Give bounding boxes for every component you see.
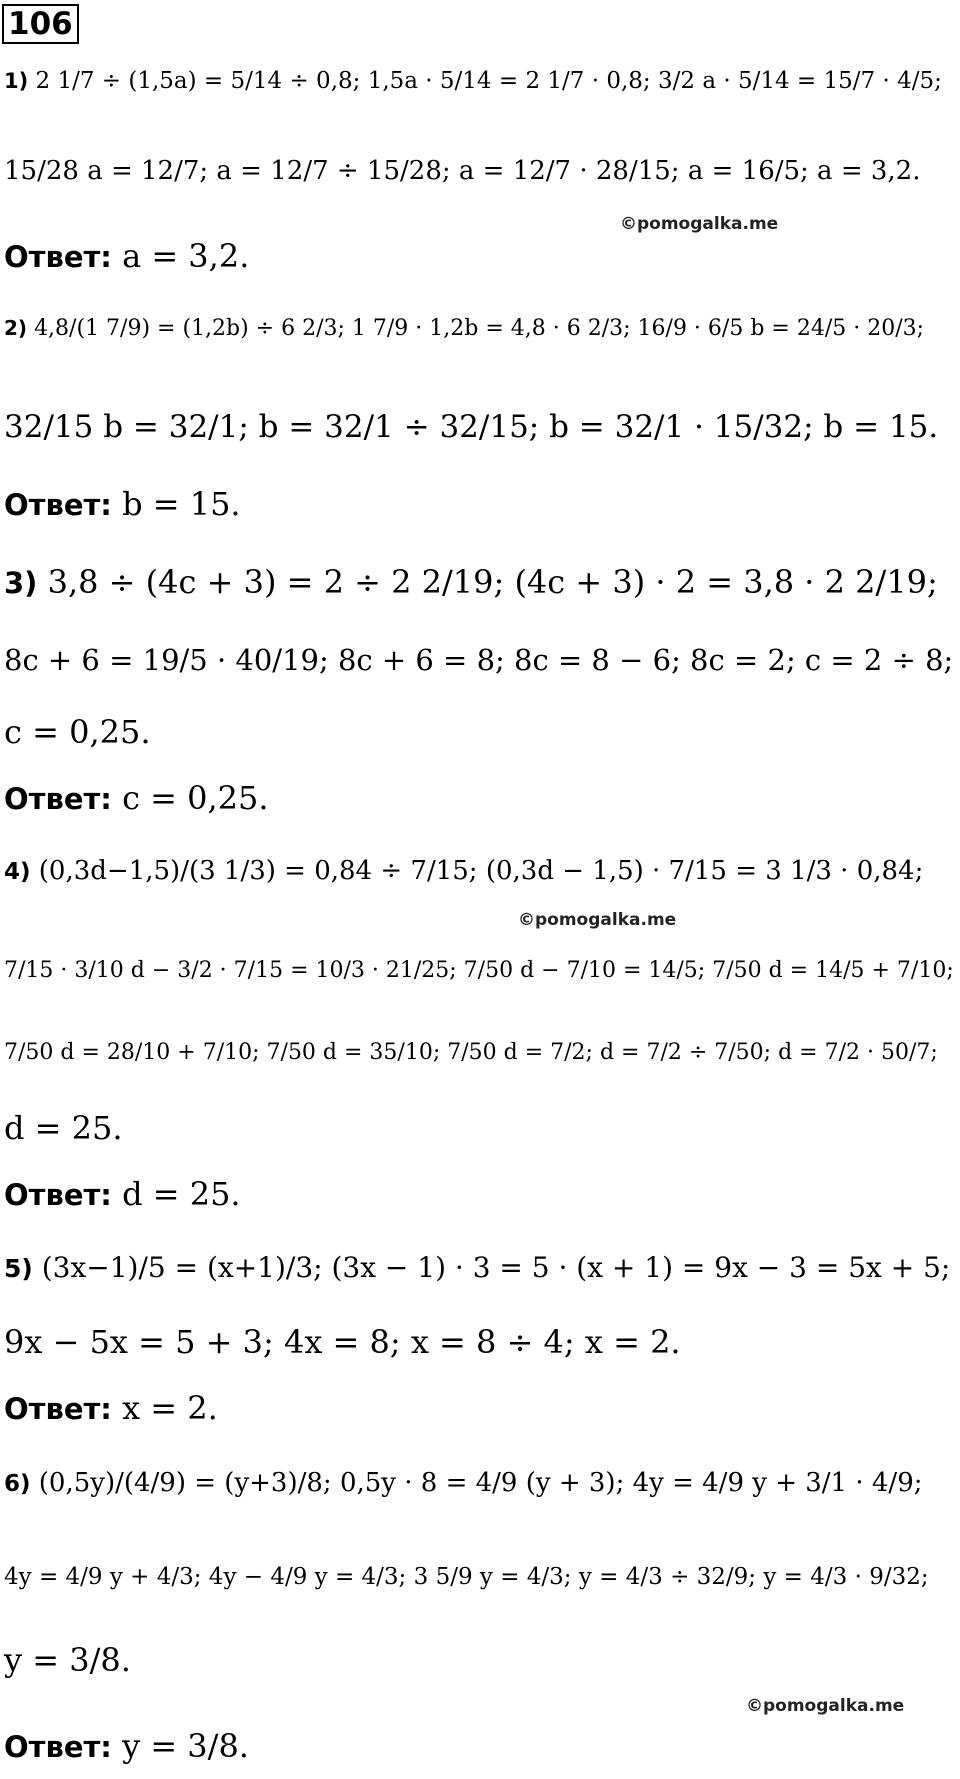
problem-3-number: 3): [4, 566, 38, 600]
problem-6-line-1: [4, 1470, 923, 1496]
problem-3-step: c = 0,25.: [4, 713, 151, 751]
answer-label: Ответ:: [4, 1178, 112, 1212]
problem-5-step: 9x − 5x = 5 + 3; 4x = 8; x = 8 ÷ 4; x = 2.: [4, 1323, 681, 1361]
problem-3-answer: [4, 779, 269, 817]
problem-2-step: 4,8/(1 7/9) = (1,2b) ÷ 6 2/3; 1 7/9 · 1,2b = 4,8 · 6 2/3; 16/9 · 6/5 b = 24/5 · 20/3;: [34, 316, 925, 341]
answer-label: Ответ:: [4, 782, 112, 816]
answer-value: c = 0,25.: [122, 779, 269, 817]
problem-6-line-3: [4, 1641, 131, 1679]
problem-3-line-2: [4, 643, 954, 677]
problem-3-line-1: [4, 563, 938, 601]
problem-2-line-1: [4, 318, 924, 340]
exercise-number: 106: [2, 4, 79, 44]
answer-value: x = 2.: [122, 1389, 218, 1427]
problem-3-step: 8c + 6 = 19/5 · 40/19; 8c + 6 = 8; 8c = 8 − 6; 8c = 2; c = 2 ÷ 8;: [4, 643, 954, 677]
answer-label: Ответ:: [4, 240, 112, 274]
problem-4-line-3: [4, 1042, 938, 1064]
problem-2-line-2: [4, 409, 939, 445]
answer-value: d = 25.: [122, 1175, 241, 1213]
problem-5-number: 5): [4, 1254, 33, 1283]
answer-value: a = 3,2.: [122, 237, 250, 275]
problem-1-step: 15/28 a = 12/7; a = 12/7 ÷ 15/28; a = 12/7 · 28/15; a = 16/5; a = 3,2.: [4, 156, 921, 186]
watermark: ©pomogalka.me: [518, 910, 677, 930]
problem-6-step: 4y = 4/9 y + 4/3; 4y − 4/9 y = 4/3; 3 5/9 y = 4/3; y = 4/3 ÷ 32/9; y = 4/3 · 9/32;: [4, 1564, 929, 1590]
problem-1-answer: [4, 237, 250, 275]
problem-4-line-1: [4, 858, 923, 884]
problem-6-answer: [4, 1727, 249, 1765]
problem-4-step: 7/50 d = 28/10 + 7/10; 7/50 d = 35/10; 7/50 d = 7/2; d = 7/2 ÷ 7/50; d = 7/2 · 50/7;: [4, 1040, 938, 1065]
problem-6-step: y = 3/8.: [4, 1641, 131, 1679]
watermark: ©pomogalka.me: [746, 1696, 905, 1716]
answer-label: Ответ:: [4, 488, 112, 522]
problem-3-line-3: [4, 713, 151, 751]
problem-2-number: 2): [4, 316, 28, 340]
problem-1-number: 1): [4, 69, 29, 93]
problem-5-answer: [4, 1389, 218, 1427]
problem-2-answer: [4, 485, 241, 523]
problem-4-line-2: [4, 960, 954, 982]
problem-4-step: 7/15 · 3/10 d − 3/2 · 7/15 = 10/3 · 21/25; 7/50 d − 7/10 = 14/5; 7/50 d = 14/5 + 7/10;: [4, 958, 954, 983]
problem-4-step: d = 25.: [4, 1109, 123, 1147]
problem-2-step: 32/15 b = 32/1; b = 32/1 ÷ 32/15; b = 32/1 · 15/32; b = 15.: [4, 409, 939, 445]
problem-5-line-1: [4, 1251, 951, 1284]
problem-6-line-2: [4, 1566, 929, 1589]
problem-1-line-2: [4, 158, 921, 184]
problem-4-answer: [4, 1175, 241, 1213]
answer-value: y = 3/8.: [122, 1727, 249, 1765]
problem-3-step: 3,8 ÷ (4c + 3) = 2 ÷ 2 2/19; (4c + 3) · 2 = 3,8 · 2 2/19;: [47, 563, 938, 601]
problem-5-line-2: [4, 1323, 681, 1361]
problem-1-line-1: [4, 70, 942, 93]
watermark: ©pomogalka.me: [620, 214, 779, 234]
problem-1-step: 2 1/7 ÷ (1,5a) = 5/14 ÷ 0,8; 1,5a · 5/14 = 2 1/7 · 0,8; 3/2 a · 5/14 = 15/7 · 4/5;: [35, 68, 942, 94]
answer-label: Ответ:: [4, 1392, 112, 1426]
problem-4-step: (0,3d−1,5)/(3 1/3) = 0,84 ÷ 7/15; (0,3d − 1,5) · 7/15 = 3 1/3 · 0,84;: [38, 856, 924, 886]
problem-5-step: (3x−1)/5 = (x+1)/3; (3x − 1) · 3 = 5 · (x + 1) = 9x − 3 = 5x + 5;: [41, 1251, 951, 1284]
answer-value: b = 15.: [122, 485, 241, 523]
problem-4-line-4: [4, 1109, 123, 1147]
problem-6-number: 6): [4, 1471, 31, 1497]
problem-4-number: 4): [4, 859, 31, 885]
problem-6-step: (0,5y)/(4/9) = (y+3)/8; 0,5y · 8 = 4/9 (y + 3); 4y = 4/9 y + 3/1 · 4/9;: [38, 1468, 923, 1498]
answer-label: Ответ:: [4, 1730, 112, 1764]
